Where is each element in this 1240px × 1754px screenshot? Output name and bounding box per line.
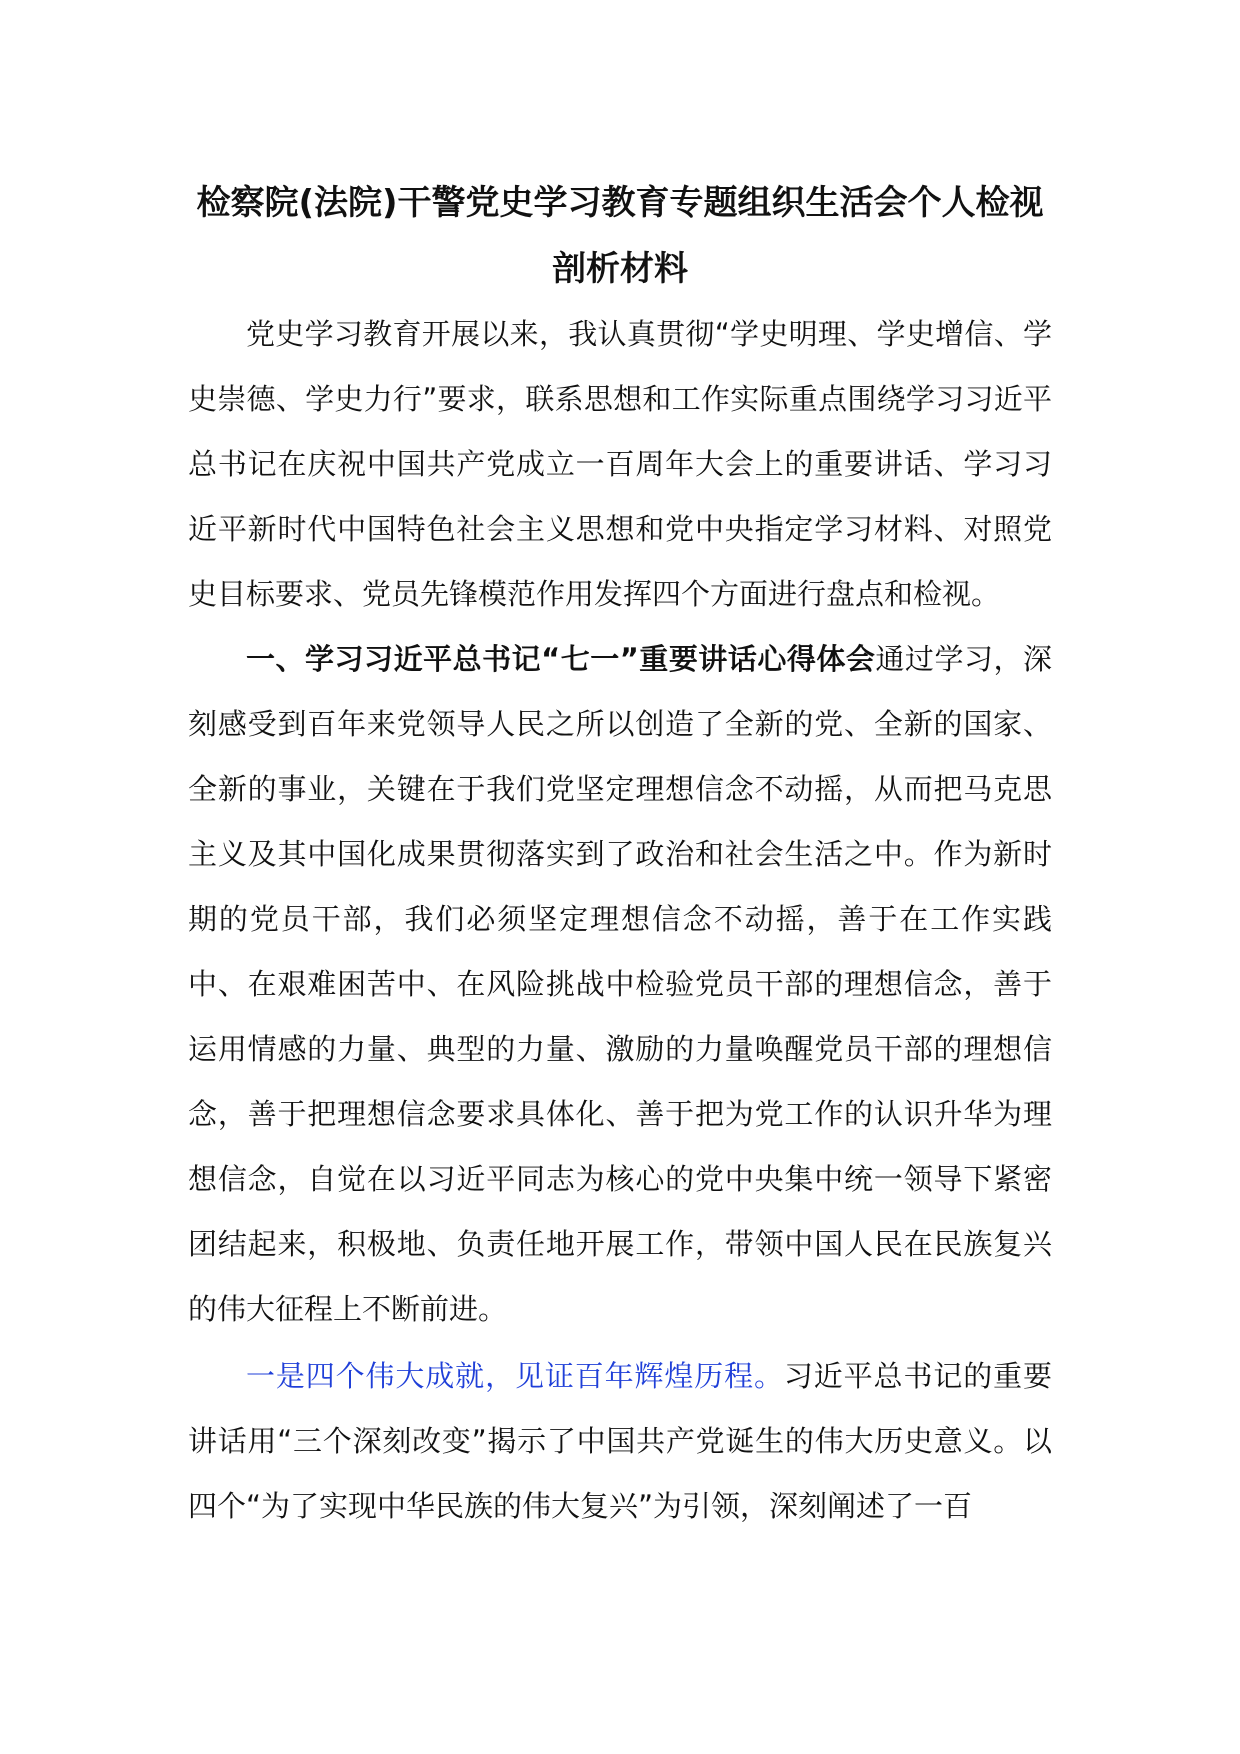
section-1-body: 通过学习，深刻感受到百年来党领导人民之所以创造了全新的党、全新的国家、全新的事业，关键在于我们党坚定理想信念不动摇，从而把马克思主义及其中国化成果贯彻落实到了政治和社会生活之中。作为新时期的党员干部，我们必须坚定理想信念不动摇，善于在工作实践中、在艰难困苦中、在风险挑战中检验党员干部的理想信念，善于运用情感的力量、典型的力量、激励的力量唤醒党员干部的理想信念，善于把理想信念要求具体化、善于把为党工作的认识升华为理想信念，自觉在以习近平同志为核心的党中央集中统一领导下紧密团结起来，积极地、负责任地开展工作，带领中国人民在民族复兴的伟大征程上不断前进。 — [188, 642, 1052, 1326]
intro-paragraph: 党史学习教育开展以来，我认真贯彻“学史明理、学史增信、学史崇德、学史力行”要求，联系思想和工作实际重点围绕学习习近平总书记在庆祝中国共产党成立一百周年大会上的重要讲话、学习习近平新时代中国特色社会主义思想和党中央指定学习材料、对照党史目标要求、党员先锋模范作用发挥四个方面进行盘点和检视。 — [188, 317, 1052, 611]
document-title: 检察院(法院)干警党史学习教育专题组织生活会个人检视剖析材料 — [196, 183, 1044, 289]
section-1-heading: 一、学习习近平总书记“七一”重要讲话心得体会 — [246, 642, 876, 676]
document-body — [188, 170, 1052, 1539]
point-1-heading: 一是四个伟大成就，见证百年辉煌历程。 — [246, 1359, 784, 1393]
section-1-paragraph — [188, 627, 1052, 1342]
point-1-body: 习近平总书记的重要讲话用“三个深刻改变”揭示了中国共产党诞生的伟大历史意义。以四个“为了实现中华民族的伟大复兴”为引领，深刻阐述了一百 — [188, 1359, 1052, 1523]
point-1-paragraph — [188, 1344, 1052, 1539]
